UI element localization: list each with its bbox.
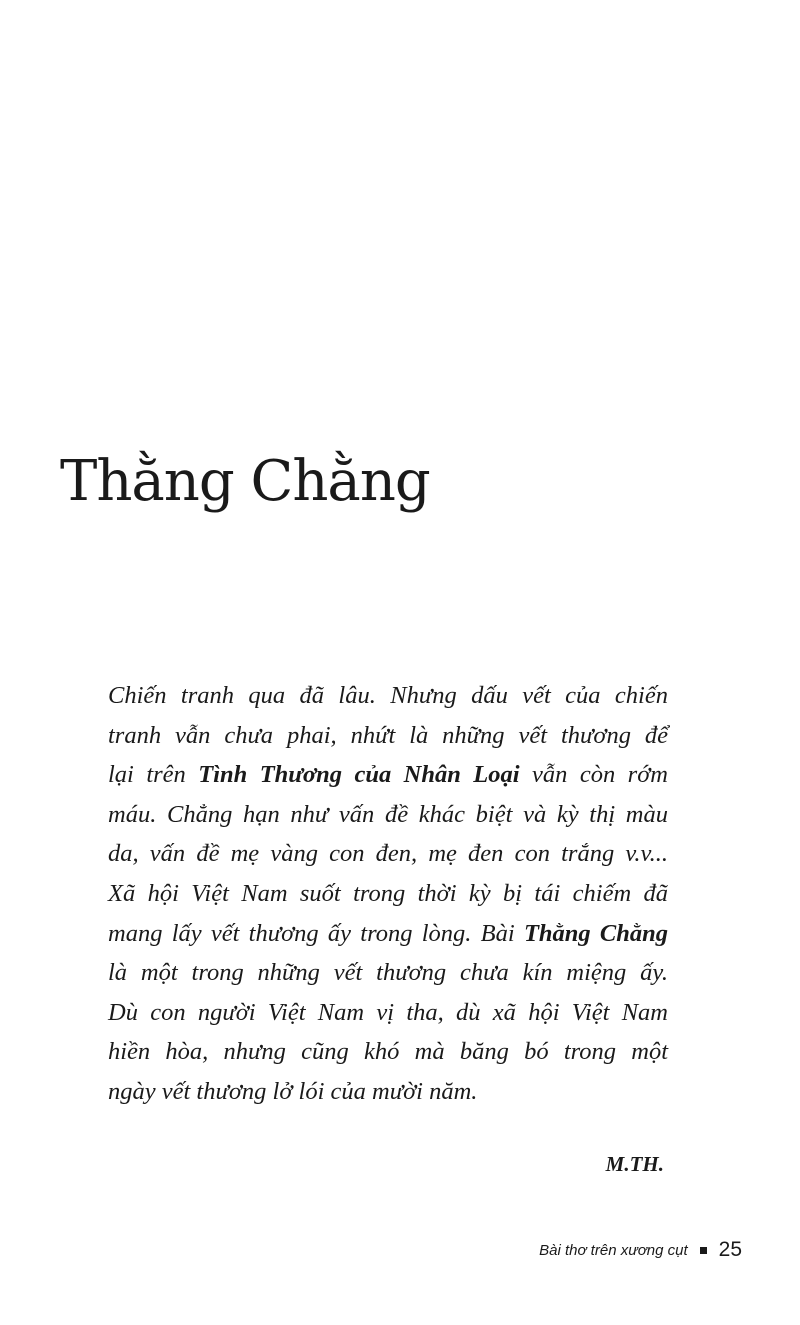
preface-line	[108, 953, 668, 993]
preface-line	[108, 874, 668, 914]
running-book-title: Bài thơ trên xương cụt	[539, 1241, 688, 1259]
preface-text: tranh vẫn chưa phai, nhứt là những vết thương để	[108, 721, 668, 749]
preface-line	[108, 993, 668, 1033]
preface-line	[108, 716, 668, 756]
preface-line	[108, 676, 668, 716]
preface-text: hiền hòa, nhưng cũng khó mà băng bó trong một	[108, 1038, 668, 1066]
preface-text: Dù con người Việt Nam vị tha, dù xã hội Việt Nam	[108, 998, 668, 1026]
preface-paragraph	[108, 676, 668, 1112]
preface-text: da, vấn đề mẹ vàng con đen, mẹ đen con trắng v.v...	[108, 840, 668, 868]
preface-emphasis: Thằng Chằng	[523, 919, 668, 947]
preface-line	[108, 755, 668, 795]
preface-text: là một trong những vết thương chưa kín miệng ấy.	[108, 959, 668, 987]
preface-text: Chiến tranh qua đã lâu. Nhưng dấu vết của chiến	[108, 682, 668, 709]
chapter-title: Thằng Chằng	[60, 449, 430, 514]
preface-emphasis: Tình Thương của Nhân Loại	[198, 761, 520, 789]
preface-text: Xã hội Việt Nam suốt trong thời kỳ bị tái chiếm đã	[108, 879, 668, 907]
preface-text: vẫn còn rớm	[519, 761, 668, 789]
page-footer	[539, 1238, 742, 1262]
preface-text: ngày vết thương lở lói của mười năm.	[108, 1077, 478, 1105]
page-number: 25	[718, 1238, 742, 1261]
preface-text: máu. Chẳng hạn như vấn đề khác biệt và kỳ thị màu	[108, 800, 668, 828]
preface-text: mang lấy vết thương ấy trong lòng. Bài	[108, 919, 524, 947]
preface-line	[108, 1032, 668, 1072]
preface-line	[108, 914, 668, 954]
square-bullet-icon	[700, 1247, 707, 1254]
preface-text: lại trên	[108, 761, 199, 789]
preface-line	[108, 834, 668, 874]
author-signature: M.TH.	[605, 1152, 664, 1176]
preface-line	[108, 795, 668, 835]
preface-line	[108, 1072, 668, 1112]
